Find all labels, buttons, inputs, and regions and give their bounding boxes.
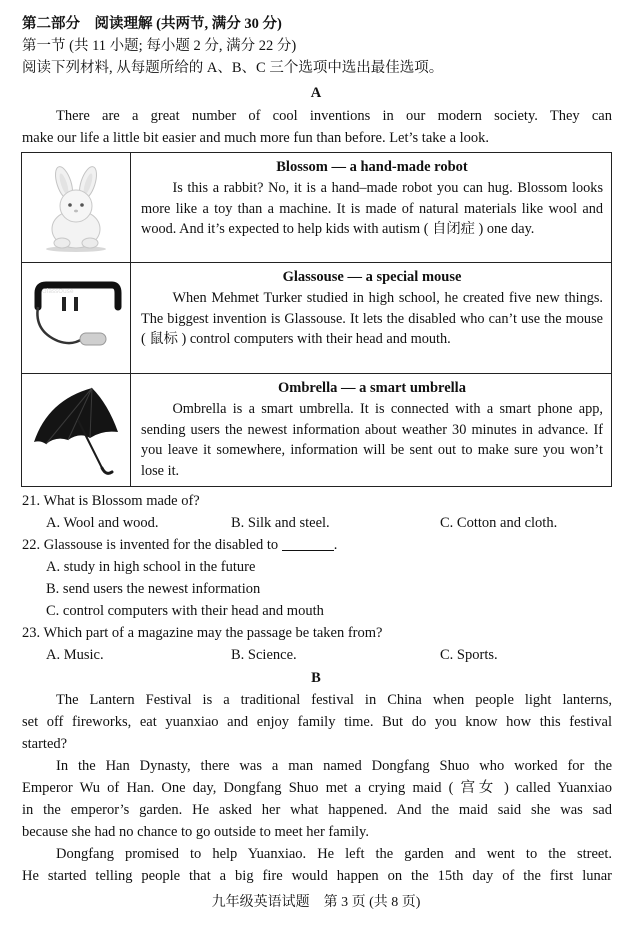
instruction-text: 阅读下列材料, 从每题所给的 A、B、C 三个选项中选出最佳选项。 [22,60,444,76]
page-footer: 九年级英语试题 第 3 页 (共 8 页) [211,895,421,910]
invention-row-glassouse [22,263,612,374]
passage-b-line: Dongfang promised to help Yuanxiao. He left the garden and went to the street. [56,846,612,862]
invention-title: Glassouse — a special mouse [282,269,462,285]
glassouse-label: GlassOuse [42,288,74,295]
question-22-stem: 22. Glassouse is invented for the disabled to . [22,537,338,553]
question-21-option-c[interactable]: C. Cotton and cloth. [440,515,558,531]
passage-b-line: The Lantern Festival is a traditional festival in China when people light lanterns, [56,692,612,708]
inventions-table [21,152,612,487]
question-21-option-b[interactable]: B. Silk and steel. [231,515,330,531]
glassouse-image [22,263,130,373]
invention-row-ombrella [22,374,612,487]
passage-b-line: In the Han Dynasty, there was a man named Dongfang Shuo who worked for the [56,758,612,774]
passage-b-letter: B [311,670,321,686]
passage-b-line: because she had no chance to go outside to meet her family. [22,824,369,840]
invention-description: Ombrella is a smart umbrella. It is connected with a smart phone app, sending users the newest information about weather 30 minutes in advance. If you leave it somewhere, information will be sent out to make sure you won’t lose it. [141,401,604,479]
question-23-option-c[interactable]: C. Sports. [440,647,498,663]
question-21-stem: 21. What is Blossom made of? [22,493,200,509]
passage-b-line: Emperor Wu of Han. One day, Dongfang Shuo met a crying maid ( 宫女 ) called Yuanxiao [22,780,612,796]
question-22-option-b[interactable]: B. send users the newest information [46,581,261,597]
invention-title: Blossom — a hand-made robot [276,159,468,175]
invention-title: Ombrella — a smart umbrella [278,380,466,396]
umbrella-image [22,374,130,486]
passage-b-line: set off fireworks, eat yuanxiao and enjoy family time. But do you know how this festival [22,714,612,730]
invention-description: Is this a rabbit? No, it is a hand–made robot you can hug. Blossom looks more like a toy than a machine. It is made of natural materials like wool and wood. And it’s expected to help kids with autism ( 自闭症 ) one day. [141,180,604,237]
question-22-option-a[interactable]: A. study in high school in the future [46,559,256,575]
passage-b-line: in the emperor’s garden. He asked her what happened. And the maid said she was sad [22,802,612,818]
rabbit-robot-image [22,153,130,262]
section-heading: 第一节 (共 11 小题; 每小题 2 分, 满分 22 分) [22,38,297,54]
invention-description: When Mehmet Turker studied in high school, he created five new things. The biggest invention is Glassouse. It lets the disabled who can’t use the mouse ( 鼠标 ) control computers with their head and mouth. [141,290,603,347]
passage-a-intro-line: make our life a little bit easier and much more fun than before. Let’s take a look. [22,130,490,146]
passage-a-letter: A [310,85,322,101]
passage-b-line: He started telling people that a big fire would happen on the 15th day of the first lunar [22,868,612,884]
passage-a-intro-line: There are a great number of cool inventions in our modern society. They can [56,108,612,124]
invention-row-blossom [22,153,612,263]
question-23-option-a[interactable]: A. Music. [46,647,104,663]
passage-b-line: started? [22,736,68,752]
part-heading: 第二部分 阅读理解 (共两节, 满分 30 分) [22,16,282,32]
question-23-stem: 23. Which part of a magazine may the passage be taken from? [22,625,383,641]
answer-blank [282,536,334,551]
question-21-option-a[interactable]: A. Wool and wood. [46,515,159,531]
question-22-option-c[interactable]: C. control computers with their head and mouth [46,603,324,619]
question-23-option-b[interactable]: B. Science. [231,647,297,663]
